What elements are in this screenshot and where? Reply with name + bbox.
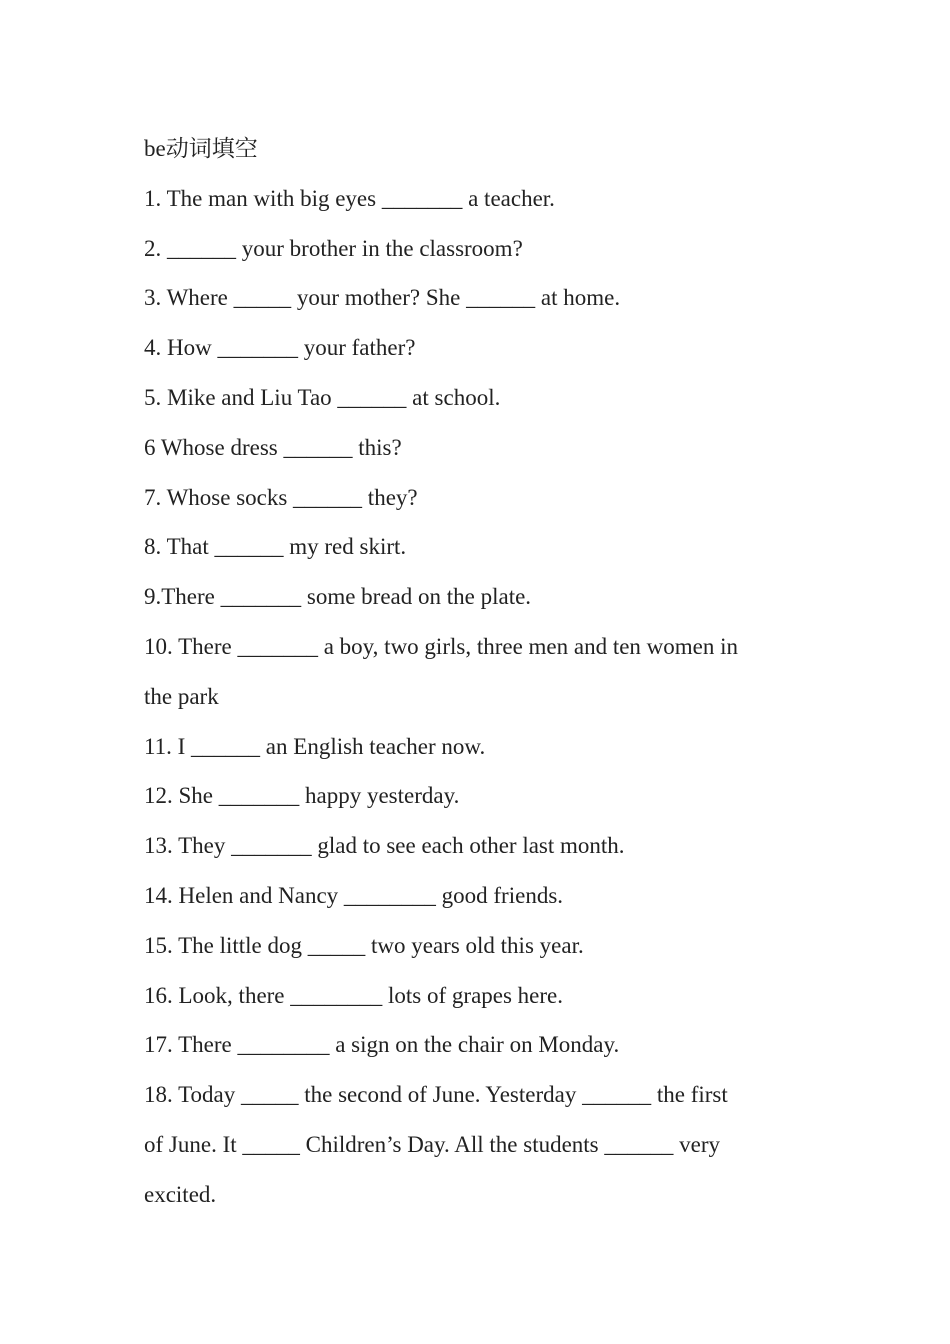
text-line-6: 6 Whose dress ______ this? [144, 434, 402, 460]
text-line-17: 16. Look, there ________ lots of grapes here. [144, 982, 564, 1008]
text-line-19: 18. Today _____ the second of June. Yesterday ______ the first [144, 1082, 728, 1108]
text-line-16: 15. The little dog _____ two years old this year. [144, 932, 584, 958]
text-line-15: 14. Helen and Nancy ________ good friends. [144, 882, 564, 908]
text-line-14: 13. They _______ glad to see each other last month. [144, 833, 625, 859]
text-line-21: excited. [144, 1181, 217, 1207]
worksheet-page [144, 124, 824, 1220]
text-line-1: 1. The man with big eyes _______ a teacher. [144, 185, 555, 211]
text-line-12: 11. I ______ an English teacher now. [144, 733, 486, 759]
worksheet-title: be动词填空 [144, 136, 258, 161]
text-line-9: 9.There _______ some bread on the plate. [144, 584, 532, 610]
text-line-2: 2. ______ your brother in the classroom? [144, 235, 523, 261]
text-line-7: 7. Whose socks ______ they? [144, 484, 418, 510]
text-line-4: 4. How _______ your father? [144, 335, 416, 361]
text-line-11: the park [144, 683, 219, 709]
text-line-20: of June. It _____ Children’s Day. All the students ______ very [144, 1131, 720, 1157]
text-line-18: 17. There ________ a sign on the chair on Monday. [144, 1032, 620, 1058]
text-line-10: 10. There _______ a boy, two girls, three men and ten women in [144, 633, 739, 659]
text-line-13: 12. She _______ happy yesterday. [144, 783, 460, 809]
text-line-3: 3. Where _____ your mother? She ______ at home. [144, 285, 621, 311]
text-line-5: 5. Mike and Liu Tao ______ at school. [144, 384, 501, 410]
text-line-8: 8. That ______ my red skirt. [144, 534, 407, 560]
